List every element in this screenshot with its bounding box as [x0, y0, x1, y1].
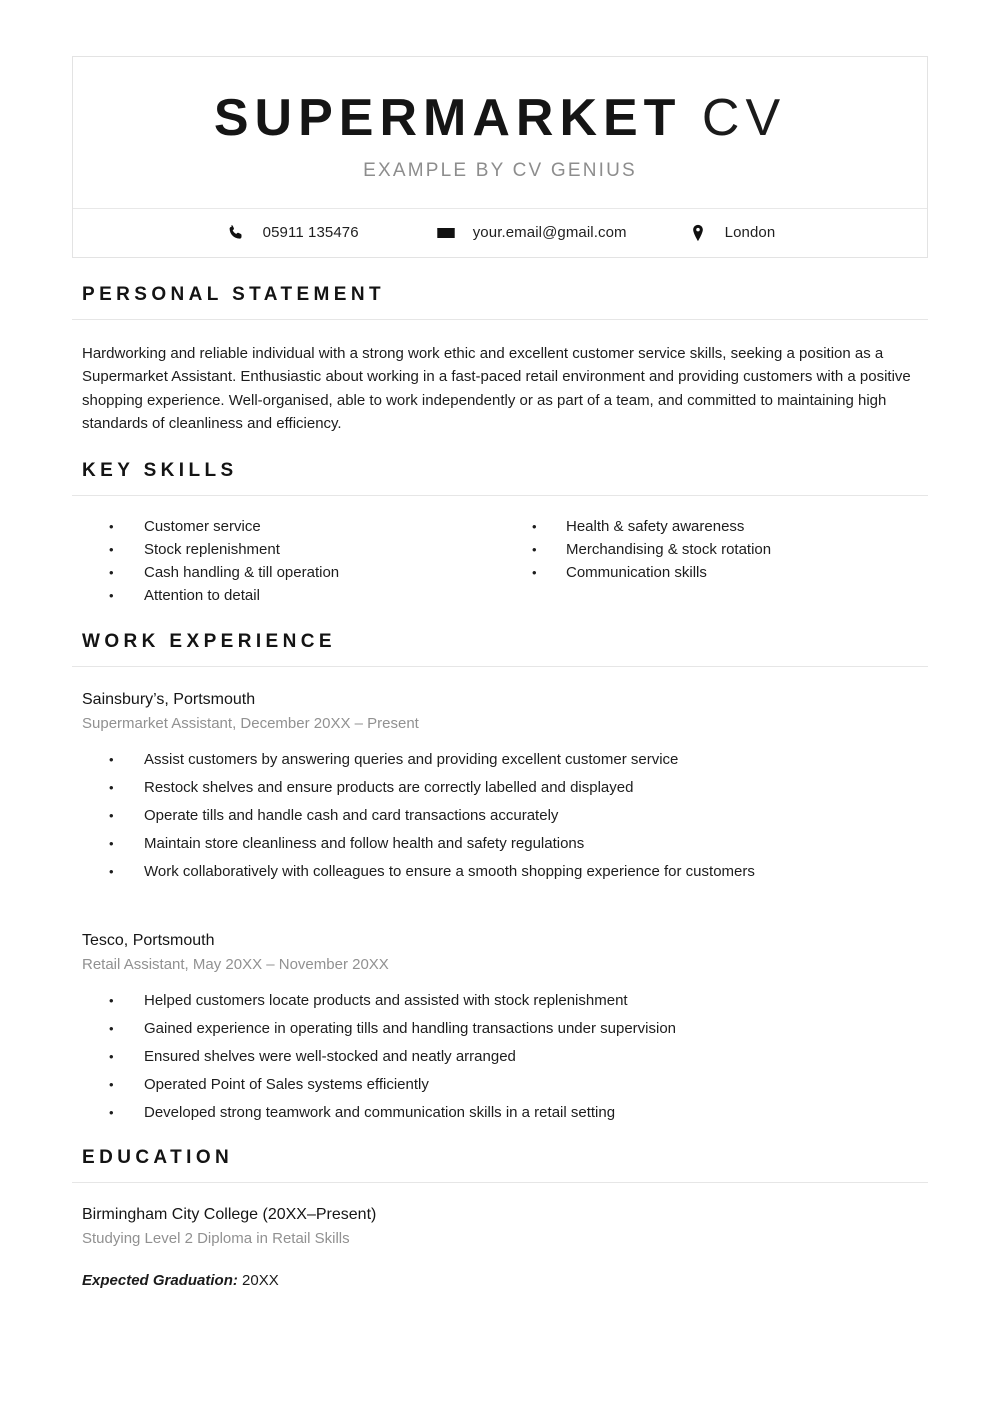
section-personal-statement [72, 284, 928, 436]
cv-header [72, 56, 928, 258]
section-work-experience [72, 631, 928, 1123]
list-item: • Cash handling & till operation [82, 561, 505, 584]
list-item: • Attention to detail [82, 584, 505, 607]
job-bullet-list [82, 750, 928, 882]
section-body-education [72, 1204, 928, 1289]
list-item: • Health & safety awareness [505, 515, 928, 538]
list-item: • Operated Point of Sales systems efficiently [82, 1075, 928, 1095]
key-skills-column-left [82, 515, 505, 607]
contact-phone-value: 05911 135476 [262, 224, 359, 242]
contact-bar [73, 209, 927, 257]
section-heading-personal-statement: PERSONAL STATEMENT [72, 284, 928, 320]
page-title-light: CV [701, 89, 787, 147]
key-skills-columns [82, 515, 928, 607]
header-title-block [73, 57, 927, 209]
contact-phone [225, 222, 359, 244]
education-entry [82, 1204, 928, 1289]
location-pin-icon [687, 222, 709, 244]
section-body-key-skills [72, 515, 928, 607]
job-company: Tesco, Portsmouth [82, 931, 215, 949]
page-title [73, 91, 927, 146]
list-item: • Work collaboratively with colleagues to ensure a smooth shopping experience for customers [82, 862, 928, 882]
section-heading-key-skills: KEY SKILLS [72, 460, 928, 496]
section-body-work-experience [72, 689, 928, 1123]
list-item: • Restock shelves and ensure products are correctly labelled and displayed [82, 778, 928, 798]
section-heading-education: EDUCATION [72, 1147, 928, 1183]
education-graduation [82, 1272, 928, 1289]
list-item: • Gained experience in operating tills and handling transactions under supervision [82, 1019, 928, 1039]
envelope-icon [435, 222, 457, 244]
list-item: • Developed strong teamwork and communication skills in a retail setting [82, 1103, 928, 1123]
job-role: Supermarket Assistant, December 20XX – Present [82, 714, 419, 732]
work-experience-entry [82, 930, 928, 1123]
page-title-strong: SUPERMARKET [213, 89, 682, 147]
list-item: • Maintain store cleanliness and follow health and safety regulations [82, 834, 928, 854]
section-heading-work-experience: WORK EXPERIENCE [72, 631, 928, 667]
contact-location-value: London [724, 224, 776, 242]
work-experience-entry [82, 689, 928, 882]
list-item: • Stock replenishment [82, 538, 505, 561]
personal-statement-text: Hardworking and reliable individual with a strong work ethic and excellent customer service skills, seeking a position as a Supermarket Assistant. Enthusiastic about working in a fast-paced retail environment and providing customers with a positive shopping experience. Well-organised, able to work independently or as part of a team, and committed to maintaining high standards of cleanliness and efficiency. [82, 344, 911, 433]
key-skills-column-right [505, 515, 928, 607]
job-bullet-list [82, 991, 928, 1123]
education-graduation-label: Expected Graduation: [82, 1271, 238, 1289]
list-item: • Communication skills [505, 561, 928, 584]
list-item: • Customer service [82, 515, 505, 538]
section-education [72, 1147, 928, 1289]
key-skills-list-right [505, 515, 928, 584]
list-item: • Helped customers locate products and assisted with stock replenishment [82, 991, 928, 1011]
key-skills-list-left [82, 515, 505, 607]
contact-email [435, 222, 627, 244]
section-body-personal-statement [72, 342, 928, 436]
phone-icon [225, 222, 247, 244]
contact-email-value: your.email@gmail.com [472, 224, 627, 242]
job-company: Sainsbury’s, Portsmouth [82, 690, 256, 708]
list-item: • Ensured shelves were well-stocked and neatly arranged [82, 1047, 928, 1067]
section-key-skills [72, 460, 928, 607]
list-item: • Assist customers by answering queries and providing excellent customer service [82, 750, 928, 770]
contact-location [687, 222, 776, 244]
cv-sheet [72, 56, 928, 1289]
education-program: Studying Level 2 Diploma in Retail Skills [82, 1229, 350, 1247]
page-subtitle: EXAMPLE BY CV GENIUS [363, 159, 637, 181]
list-item: • Merchandising & stock rotation [505, 538, 928, 561]
list-item: • Operate tills and handle cash and card transactions accurately [82, 806, 928, 826]
education-graduation-value: 20XX [242, 1271, 279, 1289]
job-role: Retail Assistant, May 20XX – November 20XX [82, 955, 389, 973]
education-school: Birmingham City College (20XX–Present) [82, 1205, 377, 1223]
